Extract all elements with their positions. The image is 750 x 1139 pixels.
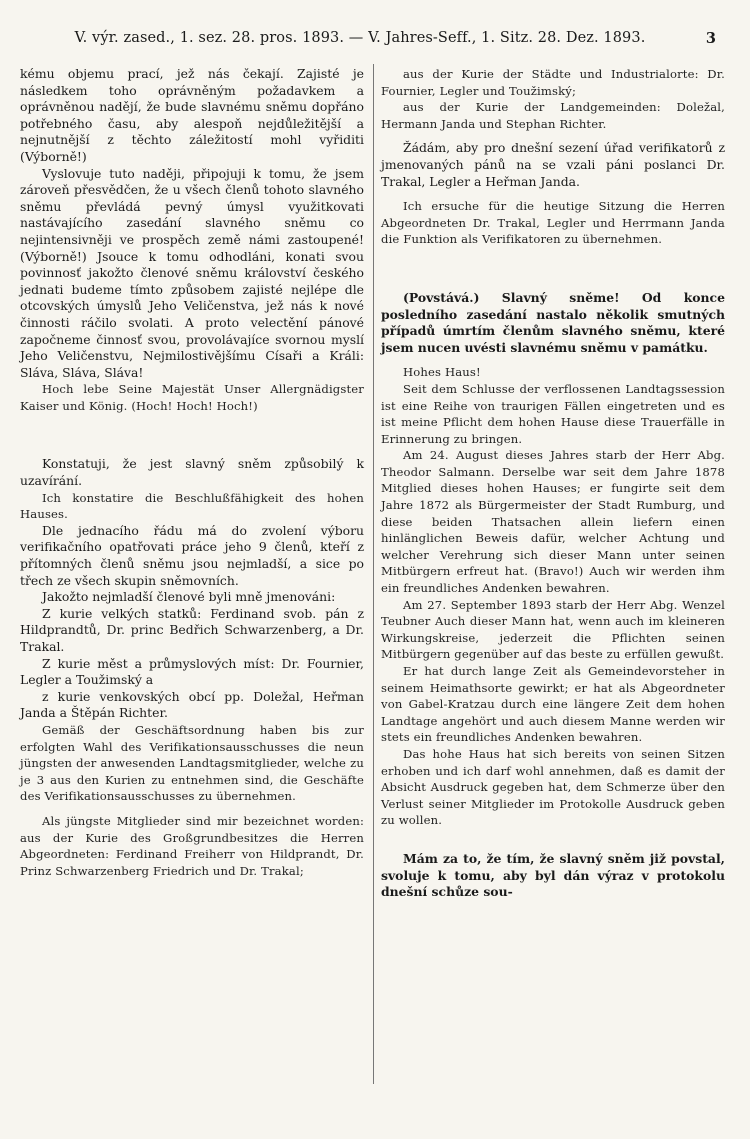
column-divider xyxy=(373,64,374,1084)
paragraph-german: Ich konstatire die Beschlußfähigkeit des hohen Hauses. xyxy=(20,490,364,522)
paragraph-german: aus der Kurie der Städte und Industrialorte: Dr. Fournier, Legler und Toužimský; xyxy=(381,67,725,98)
page-number: 3 xyxy=(705,30,716,47)
paragraph: Jakožto nejmladší členové byli mně jmenováni: xyxy=(42,589,336,605)
right-column xyxy=(381,66,725,901)
paragraph-german: Ich ersuche für die heutige Sitzung die Herren Abgeordneten Dr. Trakal, Legler und Herrmann Janda die Funktion als Verifikatoren zu übernehmen. xyxy=(381,199,725,247)
left-column xyxy=(20,66,364,879)
paragraph: Z kurie velkých statků: Ferdinand svob. pán z Hildprandtů, Dr. princ Bedřich Schwarzenberg, a Dr. Trakal. xyxy=(20,605,364,654)
paragraph: Dle jednacího řádu má do zvolení výboru verifikačního opatřovati práce jeho 9 členů, kteří z přítomných členů sněmu jsou nejmladší, a sice po třech ze všech skupin sněmovních. xyxy=(20,522,364,588)
paragraph: Žádám, aby pro dnešní sezení úřad verifikatorů z jmenovaných pánů na se vzali páni poslanci Dr. Trakal, Legler a Heřman Janda. xyxy=(381,140,725,189)
paragraph: Konstatuji, že jest slavný sněm způsobilý k uzavírání. xyxy=(20,456,364,489)
running-head-title: V. výr. zased., 1. sez. 28. pros. 1893. — V. Jahres-Seff., 1. Sitz. 28. Dez. 1893. xyxy=(74,30,646,46)
paragraph-german: Seit dem Schlusse der verflossenen Landtagssession ist eine Reihe von traurigen Fällen eingetreten und es ist meine Pflicht dem hohen Hause diese Trauerfälle in Erinnerung zu bringen. xyxy=(381,381,725,446)
paragraph: Z kurie měst a průmyslových míst: Dr. Fournier, Legler a Toužimský a xyxy=(20,655,364,688)
paragraph: Vyslovuje tuto naději, připojuji k tomu, že jsem zároveň přesvědčen, že u všech členů tohoto slavného sněmu převládá pevný úmysl využitkovati nastávajícího zasedání slavného sněmu co nejintensivněji ve prospěch země námi zastoupené! (Výborně!) Jsouce k tomu odhodláni, konati svou povinnosť jakožto členové sněmu království českého jednati budeme tímto způsobem zajisté nejlépe dle otcovských úmyslů Jeho Veličenstva, jež nás k nové činnosti ráčilo svolati. A proto velectění pánové započneme činnosť svou, provolávajíce svornou myslí Jeho Veličenstvu, Nejmilostivějšímu Císaři a Králi: Sláva, Sláva, Sláva! xyxy=(20,165,364,380)
paragraph-german: Am 24. August dieses Jahres starb der Herr Abg. Theodor Salmann. Derselbe war seit dem Jahre 1878 Mitglied dieses hohen Hauses; er fungirte seit dem Jahre 1872 als Bürgermeister der Stadt Rumburg, und diese beiden Thatsachen allein liefern einen hinlänglichen Beweis dafür, welcher Achtung und welcher Verehrung sich dieser Mann unter seinen Mitbürgern erfreut hat. (Bravo!) Auch wir werden ihm ein freundliches Andenken bewahren. xyxy=(381,448,725,596)
paragraph-german: Hohes Haus! xyxy=(403,365,481,380)
paragraph-german: Als jüngste Mitglieder sind mir bezeichnet worden: aus der Kurie des Großgrundbesitzes die Herren Abgeordneten: Ferdinand Freiherr von Hildprandt, Dr. Prinz Schwarzenberg Friedrich und Dr. Trakal; xyxy=(20,813,364,878)
paragraph: (Povstává.) Slavný sněme! Od konce posledního zasedání nastalo několik smutných případů úmrtím členům slavného sněmu, které jsem nucen uvésti slavnému sněmu v památku. xyxy=(381,289,725,355)
paragraph-german: Er hat durch lange Zeit als Gemeindevorsteher in seinem Heimathsorte gewirkt; er hat als Abgeordneter von Gabel-Kratzau durch eine längere Zeit dem hohen Landtage angehört und auch diesem Manne werden wir stets ein freundliches Andenken bewahren. xyxy=(381,664,725,745)
paragraph-german: aus der Kurie der Landgemeinden: Doležal, Hermann Janda und Stephan Richter. xyxy=(381,100,725,131)
paragraph-german: Gemäß der Geschäftsordnung haben bis zur erfolgten Wahl des Verifikationsausschusses die neun jüngsten der anwesenden Landtagsmitglieder, welche zu je 3 aus den Kurien zu entnehmen sind, die Geschäfte des Verifikationsausschusses zu übernehmen. xyxy=(20,722,364,804)
running-header xyxy=(34,30,716,52)
paragraph: kému objemu prací, jež nás čekají. Zajisté je následkem toho oprávněným požadavkem a oprávněnou nadějí, že bude slavnému sněmu dopřáno potřebného času, aby alespoň nejdůležitější a nejnutnější z těchto záležitostí mohl vyřiditi (Výborně!) xyxy=(20,66,364,164)
paragraph: Mám za to, že tím, že slavný sněm již povstal, svoluje k tomu, aby byl dán výraz v protokolu dnešní schůze sou- xyxy=(381,850,725,900)
paragraph-german: Hoch lebe Seine Majestät Unser Allergnädigster Kaiser und König. (Hoch! Hoch! Hoch!) xyxy=(20,382,364,413)
paragraph-german: Am 27. September 1893 starb der Herr Abg. Wenzel Teubner Auch dieser Mann hat, wenn auch im kleineren Wirkungskreise, jederzeit die Pflichten seinen Mitbürgern gegenüber auf das beste zu erfüllen gewußt. xyxy=(381,597,725,662)
paragraph: z kurie venkovských obcí pp. Doležal, Heřman Janda a Štěpán Richter. xyxy=(20,688,364,721)
paragraph-german: Das hohe Haus hat sich bereits von seinen Sitzen erhoben und ich darf wohl annehmen, daß es damit der Absicht Ausdruck gegeben hat, dem Schmerze über den Verlust seiner Mitglieder im Protokolle Ausdruck geben zu wollen. xyxy=(381,746,725,828)
